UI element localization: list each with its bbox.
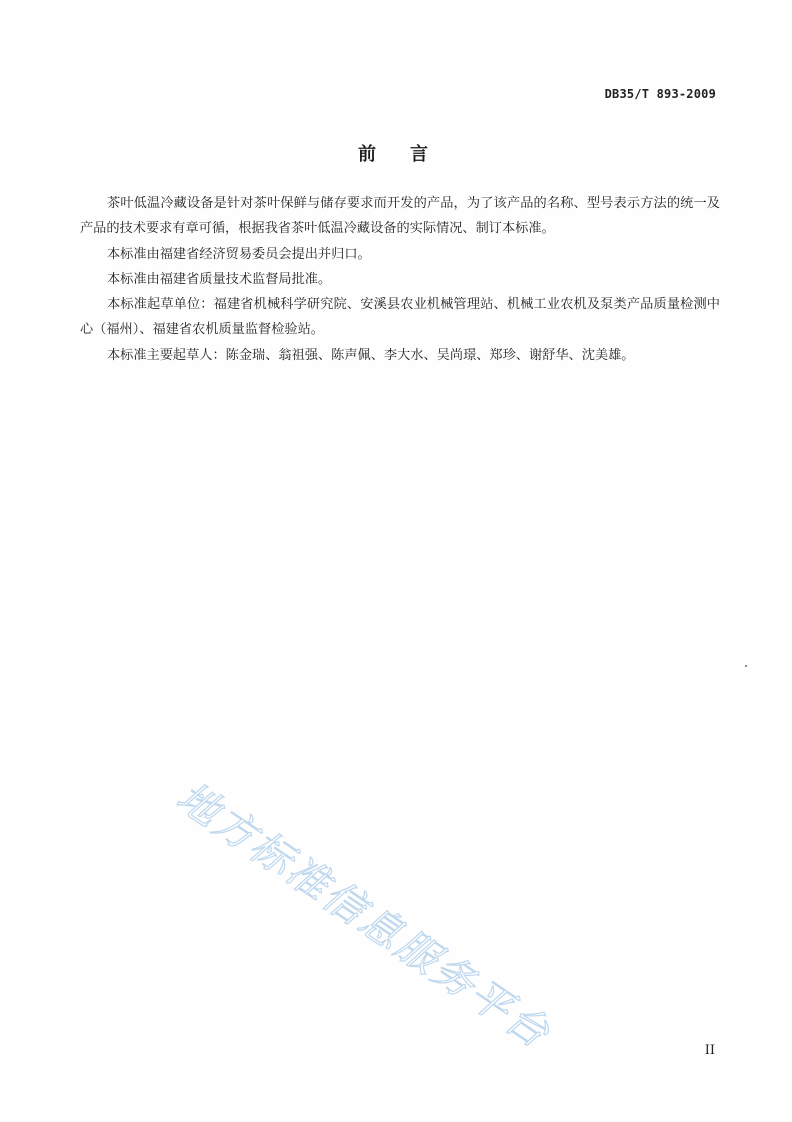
watermark: 地方标准信息服务平台 — [168, 772, 560, 1059]
document-code: DB35/T 893-2009 — [604, 87, 716, 101]
paragraph-purpose: 茶叶低温冷藏设备是针对茶叶保鲜与储存要求而开发的产品，为了该产品的名称、型号表示方法的统一及产品的技术要求有章可循，根据我省茶叶低温冷藏设备的实际情况、制订本标准。 — [80, 196, 720, 237]
paragraph-drafting-units: 本标准起草单位：福建省机械科学研究院、安溪县农业机械管理站、机械工业农机及泵类产品质量检测中心（福州）、福建省农机质量监督检验站。 — [80, 297, 720, 338]
page-number: II — [704, 1043, 715, 1058]
page-title: 前言 — [358, 144, 462, 165]
speck-mark — [745, 665, 747, 667]
paragraph-proposer: 本标准由福建省经济贸易委员会提出并归口。 — [107, 246, 371, 262]
paragraph-approver: 本标准由福建省质量技术监督局批准。 — [107, 271, 332, 287]
foreword-body — [80, 191, 720, 368]
paragraph-drafters: 本标准主要起草人：陈金瑞、翁祖强、陈声佩、李大水、吴尚璟、郑珍、谢舒华、沈美雄。 — [107, 347, 635, 363]
